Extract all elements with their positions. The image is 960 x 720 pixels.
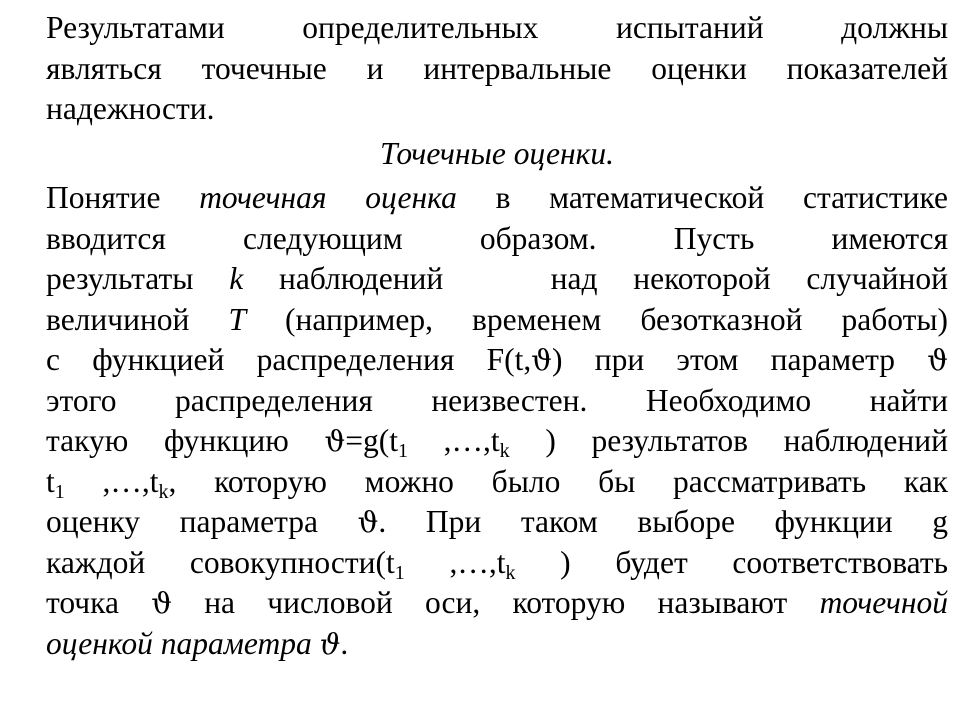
text-line: каждой $совокупности(t_1$ $,\dots,t_k$ ) будет соответствовать <box>46 544 948 584</box>
term-point-estimate: оценкой параметра <box>46 625 320 661</box>
text-line: $t_1$ $,\dots,t_k$, которую можно было бы рассматривать как <box>46 463 948 503</box>
subscript: 1 <box>397 440 408 462</box>
subscript: k <box>499 440 510 462</box>
text-line: Результатами определительных испытаний должны <box>46 10 948 45</box>
subscript: k <box>505 561 516 584</box>
text-line: оценку параметра ϑ. При таком выборе функции g <box>46 504 949 539</box>
text-line: вводится следующим образом. Пусть имеются <box>46 220 948 256</box>
theta-symbol: ϑ <box>151 586 172 620</box>
theta-symbol: ϑ <box>357 505 379 539</box>
text-line: такую функцию $ϑ=g(t_1$ $,\dots,t_k$ ) результатов наблюдений <box>46 423 948 462</box>
definition-paragraph <box>46 178 948 664</box>
text-line: величиной T (например, временем безотказной работы) <box>46 301 948 337</box>
symbol-T: T <box>228 301 246 337</box>
text-line: являться точечные и интервальные оценки показателей <box>46 50 948 86</box>
section-heading: Точечные оценки. <box>379 135 614 171</box>
text-line: результаты k наблюдений над некоторой случайной <box>46 261 948 296</box>
theta-symbol: ϑ <box>324 424 346 458</box>
theta-symbol: ϑ <box>319 626 341 661</box>
term-point-estimate: точечная оценка <box>199 180 457 215</box>
document-page <box>46 8 948 664</box>
intro-paragraph <box>46 8 948 130</box>
theta-symbol: ϑ <box>531 343 552 377</box>
symbol-k: k <box>229 261 244 296</box>
text-line: надежности. <box>46 91 215 126</box>
text-line: с функцией распределения F(t,ϑ) при этом параметр ϑ <box>46 342 948 377</box>
subscript: 1 <box>54 480 65 503</box>
text-line: этого распределения неизвестен. Необходимо найти <box>46 382 948 418</box>
theta-symbol: ϑ <box>927 343 948 377</box>
subscript: k <box>158 480 169 503</box>
text-line: Понятие точечная оценка в математической статистике <box>46 180 948 215</box>
subscript: 1 <box>394 561 405 584</box>
term-point-estimate: точечной <box>819 585 948 620</box>
text-line: оценкой параметра ϑ. <box>46 625 349 661</box>
text-line: точка ϑ на числовой оси, которую называют точечной <box>46 585 948 620</box>
